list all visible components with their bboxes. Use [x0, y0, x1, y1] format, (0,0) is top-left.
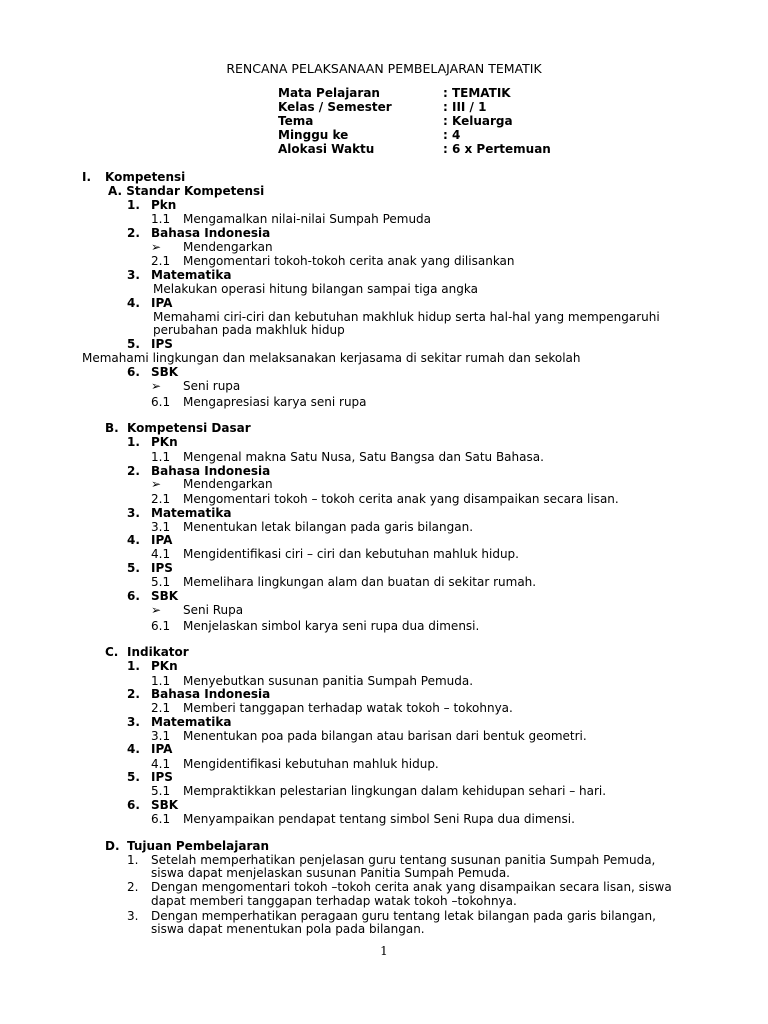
- subject-title: Pkn: [151, 198, 177, 212]
- subsection-letter: C.: [105, 645, 119, 659]
- subject-title: SBK: [151, 589, 179, 603]
- item-text: Menentukan poa pada bilangan atau barisan dari bentuk geometri.: [183, 729, 587, 743]
- item-text: Memahami ciri-ciri dan kebutuhan makhluk hidup serta hal-hal yang mempengaruhi: [153, 310, 660, 324]
- subject-title: Matematika: [151, 715, 232, 729]
- subject-title: SBK: [151, 365, 179, 379]
- item-text: Memberi tanggapan terhadap watak tokoh – tokohnya.: [183, 701, 513, 715]
- item-number: 6.1: [151, 812, 171, 826]
- item-text: Menentukan letak bilangan pada garis bilangan.: [183, 520, 474, 534]
- item-number: 3.1: [151, 729, 171, 743]
- meta-label: Kelas / Semester: [278, 100, 392, 114]
- goal-number: 3.: [127, 909, 139, 923]
- subject-title: PKn: [151, 659, 178, 673]
- goal-text: siswa dapat menjelaskan susunan Panitia Sumpah Pemuda.: [151, 866, 510, 880]
- subject-number: 2.: [127, 226, 140, 240]
- item-text: Melakukan operasi hitung bilangan sampai tiga angka: [153, 282, 478, 296]
- item-text: Memahami lingkungan dan melaksanakan kerjasama di sekitar rumah dan sekolah: [82, 351, 581, 365]
- subject-title: Bahasa Indonesia: [151, 464, 271, 478]
- meta-value: : III / 1: [443, 100, 487, 114]
- page-number: 1: [380, 944, 388, 958]
- item-number: 1.1: [151, 450, 171, 464]
- subject-title: Matematika: [151, 268, 232, 282]
- goal-text: Dengan memperhatikan peragaan guru tentang letak bilangan pada garis bilangan,: [151, 909, 656, 923]
- item-number: 3.1: [151, 520, 171, 534]
- item-text: Mengapresiasi karya seni rupa: [183, 395, 367, 409]
- subject-number: 3.: [127, 715, 140, 729]
- subsection-title: Indikator: [127, 645, 189, 659]
- subject-number: 5.: [127, 337, 140, 351]
- bullet-text: Seni Rupa: [183, 603, 244, 617]
- item-number: 4.1: [151, 547, 171, 561]
- subject-number: 1.: [127, 659, 140, 673]
- meta-label: Tema: [278, 114, 314, 128]
- item-text: perubahan pada makhluk hidup: [153, 323, 345, 337]
- meta-value: : Keluarga: [443, 114, 513, 128]
- subsection-letter: B.: [105, 421, 119, 435]
- goal-text: Setelah memperhatikan penjelasan guru tentang susunan panitia Sumpah Pemuda,: [151, 853, 656, 867]
- subject-number: 2.: [127, 687, 140, 701]
- meta-label: Alokasi Waktu: [278, 142, 375, 156]
- subject-number: 2.: [127, 464, 140, 478]
- subject-number: 5.: [127, 770, 140, 784]
- subsection-title: Kompetensi Dasar: [127, 421, 251, 435]
- item-number: 2.1: [151, 701, 171, 715]
- subject-number: 3.: [127, 268, 140, 282]
- bullet-arrow-icon: ➢: [151, 379, 162, 393]
- goal-text: dapat memberi tanggapan terhadap watak tokoh –tokohnya.: [151, 894, 517, 908]
- item-number: 2.1: [151, 254, 171, 268]
- item-text: Mengomentari tokoh – tokoh cerita anak yang disampaikan secara lisan.: [183, 492, 619, 506]
- subject-title: IPA: [151, 296, 173, 310]
- subject-title: Bahasa Indonesia: [151, 226, 271, 240]
- meta-value: : 6 x Pertemuan: [443, 142, 551, 156]
- item-number: 6.1: [151, 619, 171, 633]
- subject-number: 4.: [127, 296, 140, 310]
- subject-number: 4.: [127, 742, 140, 756]
- bullet-arrow-icon: ➢: [151, 240, 162, 254]
- bullet-arrow-icon: ➢: [151, 477, 162, 491]
- subject-title: Matematika: [151, 506, 232, 520]
- meta-value: : 4: [443, 128, 461, 142]
- item-number: 1.1: [151, 674, 171, 688]
- bullet-text: Mendengarkan: [183, 240, 273, 254]
- subject-number: 6.: [127, 589, 140, 603]
- item-text: Mempraktikkan pelestarian lingkungan dalam kehidupan sehari – hari.: [183, 784, 607, 798]
- meta-label: Mata Pelajaran: [278, 86, 380, 100]
- subject-number: 1.: [127, 198, 140, 212]
- item-text: Menyebutkan susunan panitia Sumpah Pemuda.: [183, 674, 474, 688]
- item-text: Memelihara lingkungan alam dan buatan di sekitar rumah.: [183, 575, 537, 589]
- subject-title: IPS: [151, 561, 173, 575]
- subsection-letter: D.: [105, 839, 120, 853]
- subject-title: IPA: [151, 742, 173, 756]
- subject-number: 3.: [127, 506, 140, 520]
- subject-title: SBK: [151, 798, 179, 812]
- subject-title: PKn: [151, 435, 178, 449]
- document-title: RENCANA PELAKSANAAN PEMBELAJARAN TEMATIK: [226, 61, 542, 76]
- item-text: Mengidentifikasi ciri – ciri dan kebutuhan mahluk hidup.: [183, 547, 519, 561]
- subject-title: IPS: [151, 337, 173, 351]
- section-title: Kompetensi: [105, 170, 186, 184]
- bullet-arrow-icon: ➢: [151, 603, 162, 617]
- subject-title: IPA: [151, 533, 173, 547]
- item-number: 2.1: [151, 492, 171, 506]
- goal-number: 2.: [127, 880, 139, 894]
- bullet-text: Mendengarkan: [183, 477, 273, 491]
- subject-number: 4.: [127, 533, 140, 547]
- item-text: Menjelaskan simbol karya seni rupa dua dimensi.: [183, 619, 480, 633]
- item-number: 5.1: [151, 784, 171, 798]
- item-text: Menyampaikan pendapat tentang simbol Seni Rupa dua dimensi.: [183, 812, 575, 826]
- item-number: 4.1: [151, 757, 171, 771]
- goal-number: 1.: [127, 853, 139, 867]
- goal-text: siswa dapat menentukan pola pada bilangan.: [151, 922, 425, 936]
- subject-title: IPS: [151, 770, 173, 784]
- item-number: 6.1: [151, 395, 171, 409]
- meta-value: : TEMATIK: [443, 86, 511, 100]
- subsection-title: Tujuan Pembelajaran: [127, 839, 270, 853]
- item-text: Mengomentari tokoh-tokoh cerita anak yang dilisankan: [183, 254, 515, 268]
- goal-text: Dengan mengomentari tokoh –tokoh cerita anak yang disampaikan secara lisan, siswa: [151, 880, 672, 894]
- section-number: I.: [82, 170, 92, 184]
- subject-title: Bahasa Indonesia: [151, 687, 271, 701]
- item-text: Mengamalkan nilai-nilai Sumpah Pemuda: [183, 212, 432, 226]
- subject-number: 6.: [127, 798, 140, 812]
- item-text: Mengidentifikasi kebutuhan mahluk hidup.: [183, 757, 439, 771]
- item-number: 1.1: [151, 212, 171, 226]
- bullet-text: Seni rupa: [183, 379, 241, 393]
- subject-number: 6.: [127, 365, 140, 379]
- subject-number: 5.: [127, 561, 140, 575]
- meta-label: Minggu ke: [278, 128, 349, 142]
- item-number: 5.1: [151, 575, 171, 589]
- subsection-title: A. Standar Kompetensi: [108, 184, 265, 198]
- subject-number: 1.: [127, 435, 140, 449]
- item-text: Mengenal makna Satu Nusa, Satu Bangsa dan Satu Bahasa.: [183, 450, 544, 464]
